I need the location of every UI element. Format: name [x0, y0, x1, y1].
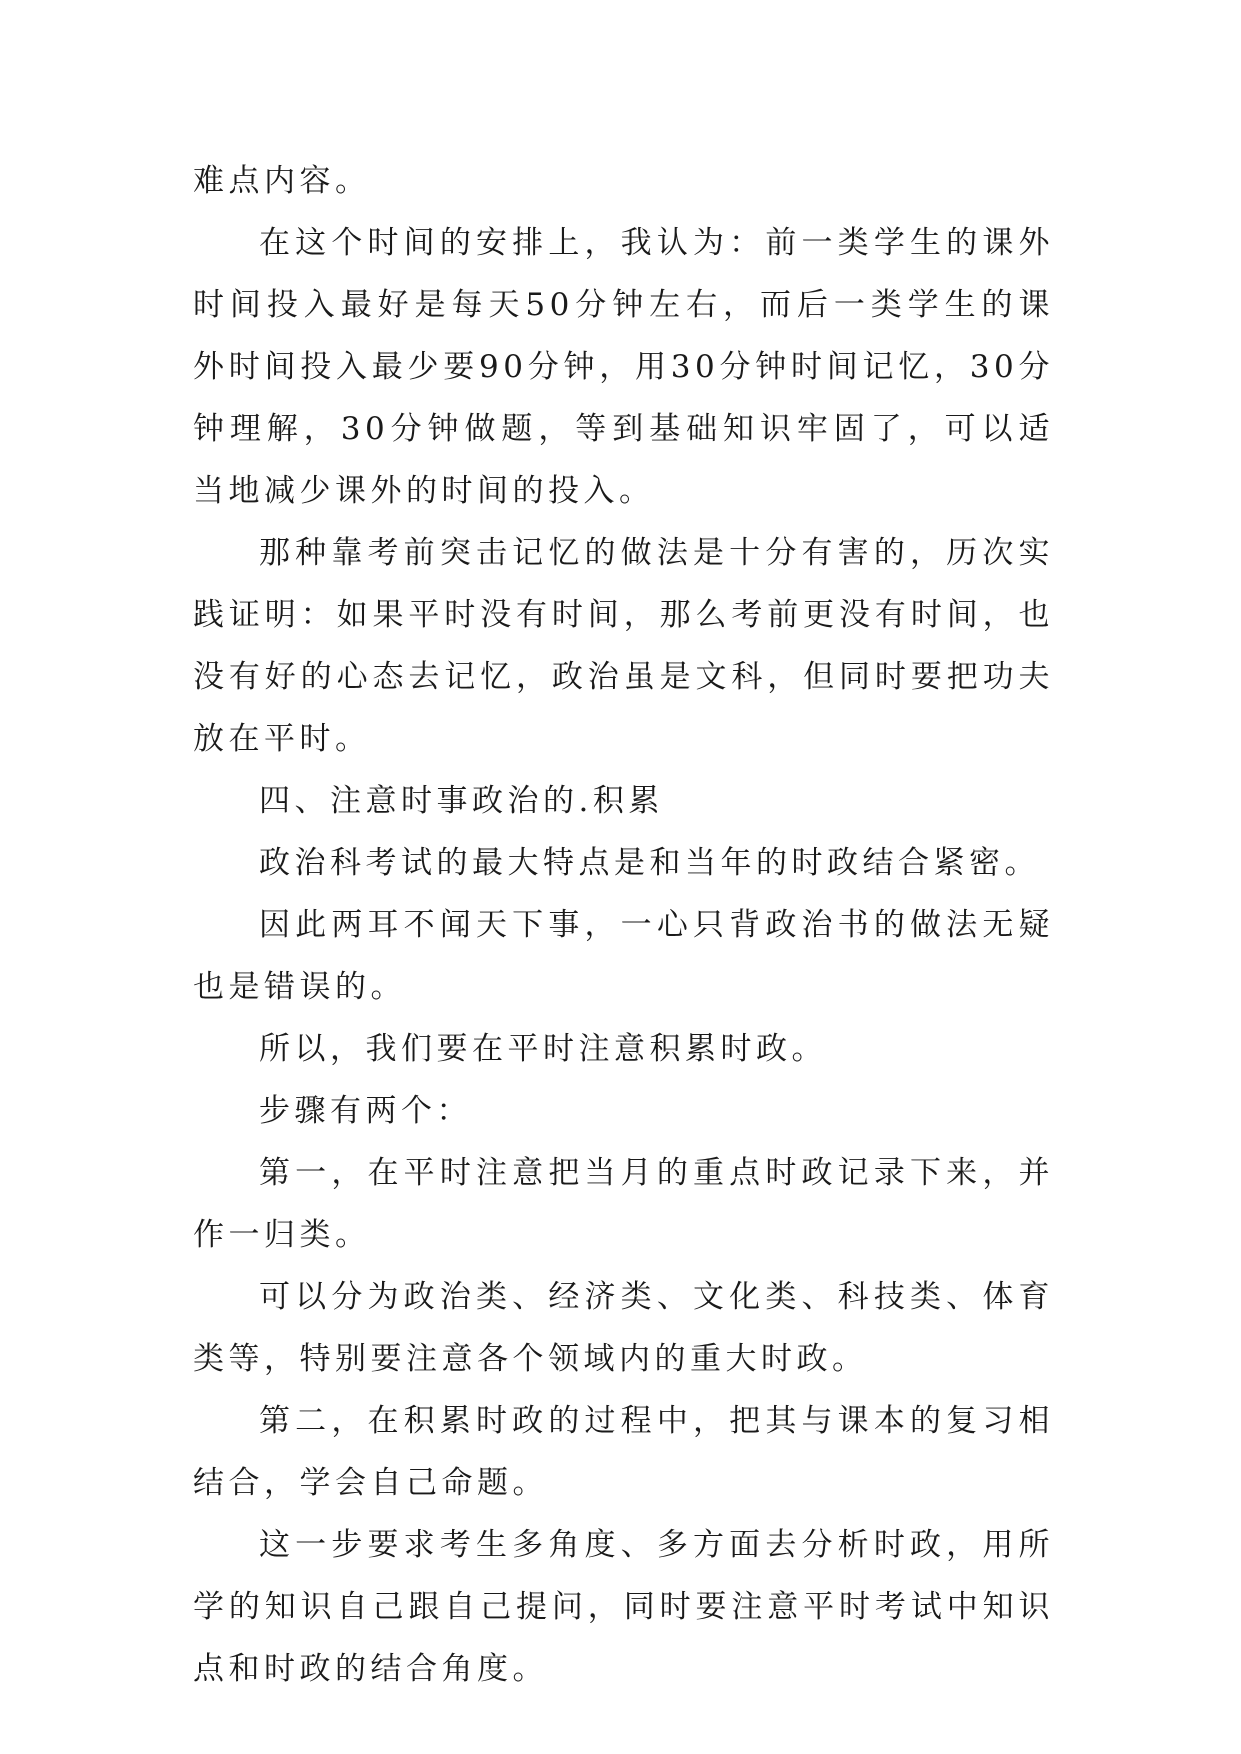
- paragraph-accumulate: 所以，我们要在平时注意积累时政。: [259, 1031, 827, 1067]
- paragraph-cramming-harmful: 那种靠考前突击记忆的做法是十分有害的，历次实践证明：如果平时没有时间，那么考前更没有时间，也没有好的心态去记忆，政治虽是文科，但同时要把功夫放在平时。: [193, 535, 1054, 757]
- paragraph-wrong-approach: 因此两耳不闻天下事，一心只背政治书的做法无疑也是错误的。: [193, 907, 1054, 1005]
- paragraph-steps-intro: 步骤有两个：: [259, 1093, 472, 1129]
- paragraph-exam-feature: 政治科考试的最大特点是和当年的时政结合紧密。: [259, 845, 1040, 881]
- paragraph-multi-angle: 这一步要求考生多角度、多方面去分析时政，用所学的知识自己跟自己提问，同时要注意平时考试中知识点和时政的结合角度。: [193, 1527, 1054, 1687]
- paragraph-continuation: 难点内容。: [193, 163, 371, 199]
- paragraph-categories: 可以分为政治类、经济类、文化类、科技类、体育类等，特别要注意各个领域内的重大时政。: [193, 1279, 1054, 1377]
- section-heading-current-affairs: 四、注意时事政治的.积累: [259, 783, 664, 819]
- paragraph-step-one: 第一，在平时注意把当月的重点时政记录下来，并作一归类。: [193, 1155, 1054, 1253]
- document-body: [193, 150, 1054, 1700]
- paragraph-step-two: 第二，在积累时政的过程中，把其与课本的复习相结合，学会自己命题。: [193, 1403, 1054, 1501]
- paragraph-time-arrangement: 在这个时间的安排上，我认为：前一类学生的课外时间投入最好是每天50分钟左右，而后一类学生的课外时间投入最少要90分钟，用30分钟时间记忆，30分钟理解，30分钟做题，等到基础知识牢固了，可以适当地减少课外的时间的投入。: [193, 225, 1054, 509]
